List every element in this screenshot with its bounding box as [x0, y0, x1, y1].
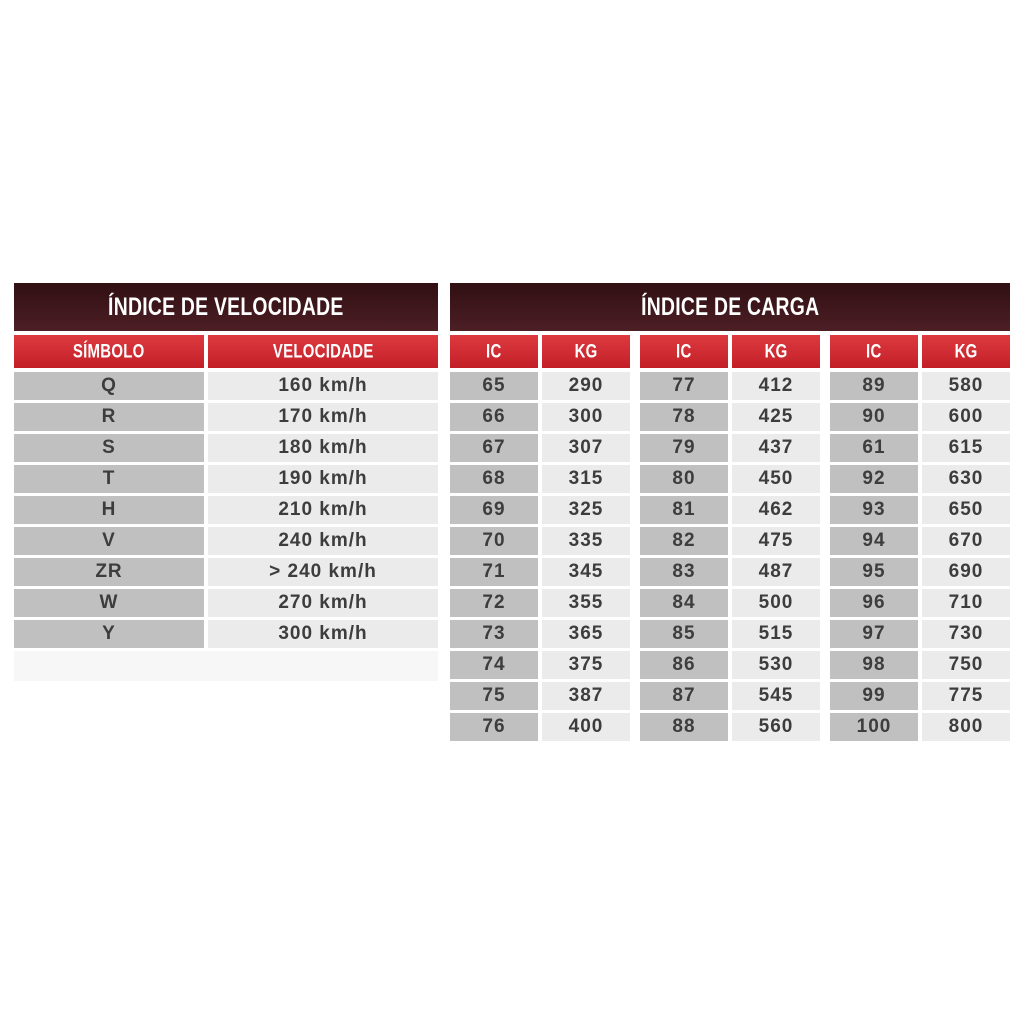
table-row	[640, 713, 820, 741]
ic-cell: 92	[830, 465, 918, 493]
table-row	[830, 372, 1010, 400]
kg-cell: 345	[542, 558, 630, 586]
ic-cell: 95	[830, 558, 918, 586]
symbol-column-header	[14, 335, 204, 368]
table-row	[640, 465, 820, 493]
kg-column-header	[732, 335, 820, 368]
kg-cell: 690	[922, 558, 1010, 586]
table-row	[14, 527, 438, 555]
table-row	[450, 682, 630, 710]
ic-column-header	[640, 335, 728, 368]
kg-cell: 650	[922, 496, 1010, 524]
kg-cell: 325	[542, 496, 630, 524]
table-row	[640, 527, 820, 555]
kg-cell: 615	[922, 434, 1010, 462]
ic-cell: 76	[450, 713, 538, 741]
velocity-cell: 270 km/h	[208, 589, 438, 617]
table-row	[640, 372, 820, 400]
ic-cell: 68	[450, 465, 538, 493]
ic-cell: 70	[450, 527, 538, 555]
table-row	[14, 434, 438, 462]
table-row	[640, 496, 820, 524]
ic-cell: 87	[640, 682, 728, 710]
velocity-cell: 160 km/h	[208, 372, 438, 400]
ic-column-header-label: IC	[486, 340, 502, 362]
kg-cell: 500	[732, 589, 820, 617]
ic-cell: 86	[640, 651, 728, 679]
kg-cell: 560	[732, 713, 820, 741]
ic-cell: 74	[450, 651, 538, 679]
ic-cell: 83	[640, 558, 728, 586]
ic-cell: 97	[830, 620, 918, 648]
ic-cell: 82	[640, 527, 728, 555]
symbol-cell: ZR	[14, 558, 204, 586]
ic-cell: 93	[830, 496, 918, 524]
table-row	[450, 558, 630, 586]
load-table-body	[450, 372, 1010, 741]
ic-cell: 72	[450, 589, 538, 617]
speed-table-header-row	[14, 335, 438, 368]
ic-cell: 88	[640, 713, 728, 741]
symbol-cell: W	[14, 589, 204, 617]
ic-cell: 78	[640, 403, 728, 431]
load-group-2-header	[640, 335, 820, 368]
table-row	[450, 589, 630, 617]
table-shadow-strip	[14, 651, 438, 681]
velocity-cell: 300 km/h	[208, 620, 438, 648]
kg-cell: 400	[542, 713, 630, 741]
table-row	[450, 620, 630, 648]
ic-column-header	[830, 335, 918, 368]
symbol-cell: Q	[14, 372, 204, 400]
ic-cell: 100	[830, 713, 918, 741]
kg-cell: 355	[542, 589, 630, 617]
speed-table-body	[14, 372, 438, 648]
kg-column-header-label: KG	[954, 340, 978, 362]
ic-cell: 89	[830, 372, 918, 400]
kg-cell: 545	[732, 682, 820, 710]
kg-cell: 450	[732, 465, 820, 493]
kg-cell: 315	[542, 465, 630, 493]
velocity-cell: > 240 km/h	[208, 558, 438, 586]
symbol-cell: H	[14, 496, 204, 524]
ic-cell: 61	[830, 434, 918, 462]
symbol-cell: Y	[14, 620, 204, 648]
table-row	[830, 527, 1010, 555]
ic-cell: 84	[640, 589, 728, 617]
table-row	[830, 434, 1010, 462]
table-row	[830, 403, 1010, 431]
load-group-3	[830, 372, 1010, 741]
kg-column-header-label: KG	[574, 340, 598, 362]
ic-column-header-label: IC	[676, 340, 692, 362]
ic-column-header-label: IC	[866, 340, 882, 362]
kg-cell: 307	[542, 434, 630, 462]
ic-cell: 67	[450, 434, 538, 462]
ic-cell: 66	[450, 403, 538, 431]
velocity-column-header	[208, 335, 438, 368]
kg-cell: 475	[732, 527, 820, 555]
table-row	[14, 589, 438, 617]
table-row	[830, 589, 1010, 617]
table-row	[14, 496, 438, 524]
load-table-header-row	[450, 335, 1010, 368]
load-group-1-header	[450, 335, 630, 368]
speed-table-title: ÍNDICE DE VELOCIDADE	[108, 292, 344, 321]
table-row	[450, 496, 630, 524]
load-group-2	[640, 372, 820, 741]
kg-cell: 335	[542, 527, 630, 555]
load-table-title-bar	[450, 283, 1010, 331]
kg-column-header	[922, 335, 1010, 368]
table-row	[14, 403, 438, 431]
speed-index-table	[14, 283, 438, 681]
velocity-cell: 240 km/h	[208, 527, 438, 555]
ic-cell: 75	[450, 682, 538, 710]
ic-column-header	[450, 335, 538, 368]
table-row	[640, 589, 820, 617]
kg-cell: 710	[922, 589, 1010, 617]
ic-cell: 81	[640, 496, 728, 524]
table-row	[830, 713, 1010, 741]
table-row	[640, 403, 820, 431]
kg-cell: 530	[732, 651, 820, 679]
table-row	[830, 651, 1010, 679]
kg-cell: 730	[922, 620, 1010, 648]
velocity-cell: 170 km/h	[208, 403, 438, 431]
table-row	[640, 558, 820, 586]
kg-cell: 670	[922, 527, 1010, 555]
ic-cell: 90	[830, 403, 918, 431]
kg-cell: 630	[922, 465, 1010, 493]
kg-cell: 365	[542, 620, 630, 648]
velocity-cell: 190 km/h	[208, 465, 438, 493]
kg-cell: 580	[922, 372, 1010, 400]
symbol-cell: S	[14, 434, 204, 462]
table-row	[830, 465, 1010, 493]
ic-cell: 79	[640, 434, 728, 462]
kg-cell: 775	[922, 682, 1010, 710]
velocity-cell: 180 km/h	[208, 434, 438, 462]
load-group-1	[450, 372, 630, 741]
ic-cell: 69	[450, 496, 538, 524]
table-row	[640, 651, 820, 679]
table-row	[450, 372, 630, 400]
ic-cell: 85	[640, 620, 728, 648]
symbol-cell: R	[14, 403, 204, 431]
table-row	[14, 558, 438, 586]
table-row	[640, 434, 820, 462]
table-row	[830, 682, 1010, 710]
velocity-cell: 210 km/h	[208, 496, 438, 524]
ic-cell: 80	[640, 465, 728, 493]
velocity-column-header-label: VELOCIDADE	[272, 340, 374, 362]
kg-column-header	[542, 335, 630, 368]
table-row	[14, 372, 438, 400]
table-row	[830, 558, 1010, 586]
table-row	[14, 620, 438, 648]
ic-cell: 98	[830, 651, 918, 679]
table-row	[450, 465, 630, 493]
speed-table-title-bar	[14, 283, 438, 331]
ic-cell: 96	[830, 589, 918, 617]
kg-cell: 300	[542, 403, 630, 431]
kg-cell: 600	[922, 403, 1010, 431]
kg-cell: 387	[542, 682, 630, 710]
kg-cell: 290	[542, 372, 630, 400]
load-table-title: ÍNDICE DE CARGA	[640, 292, 820, 321]
kg-cell: 462	[732, 496, 820, 524]
ic-cell: 73	[450, 620, 538, 648]
kg-cell: 515	[732, 620, 820, 648]
ic-cell: 65	[450, 372, 538, 400]
table-row	[640, 682, 820, 710]
table-row	[450, 434, 630, 462]
table-row	[450, 713, 630, 741]
load-group-3-header	[830, 335, 1010, 368]
table-row	[830, 620, 1010, 648]
ic-cell: 94	[830, 527, 918, 555]
kg-cell: 412	[732, 372, 820, 400]
table-row	[14, 465, 438, 493]
table-row	[450, 527, 630, 555]
kg-column-header-label: KG	[764, 340, 788, 362]
symbol-column-header-label: SÍMBOLO	[73, 340, 145, 362]
table-row	[450, 403, 630, 431]
table-row	[830, 496, 1010, 524]
ic-cell: 77	[640, 372, 728, 400]
symbol-cell: V	[14, 527, 204, 555]
load-index-table	[450, 283, 1010, 741]
kg-cell: 425	[732, 403, 820, 431]
table-row	[640, 620, 820, 648]
kg-cell: 375	[542, 651, 630, 679]
table-row	[450, 651, 630, 679]
kg-cell: 487	[732, 558, 820, 586]
kg-cell: 750	[922, 651, 1010, 679]
kg-cell: 437	[732, 434, 820, 462]
kg-cell: 800	[922, 713, 1010, 741]
ic-cell: 99	[830, 682, 918, 710]
ic-cell: 71	[450, 558, 538, 586]
symbol-cell: T	[14, 465, 204, 493]
